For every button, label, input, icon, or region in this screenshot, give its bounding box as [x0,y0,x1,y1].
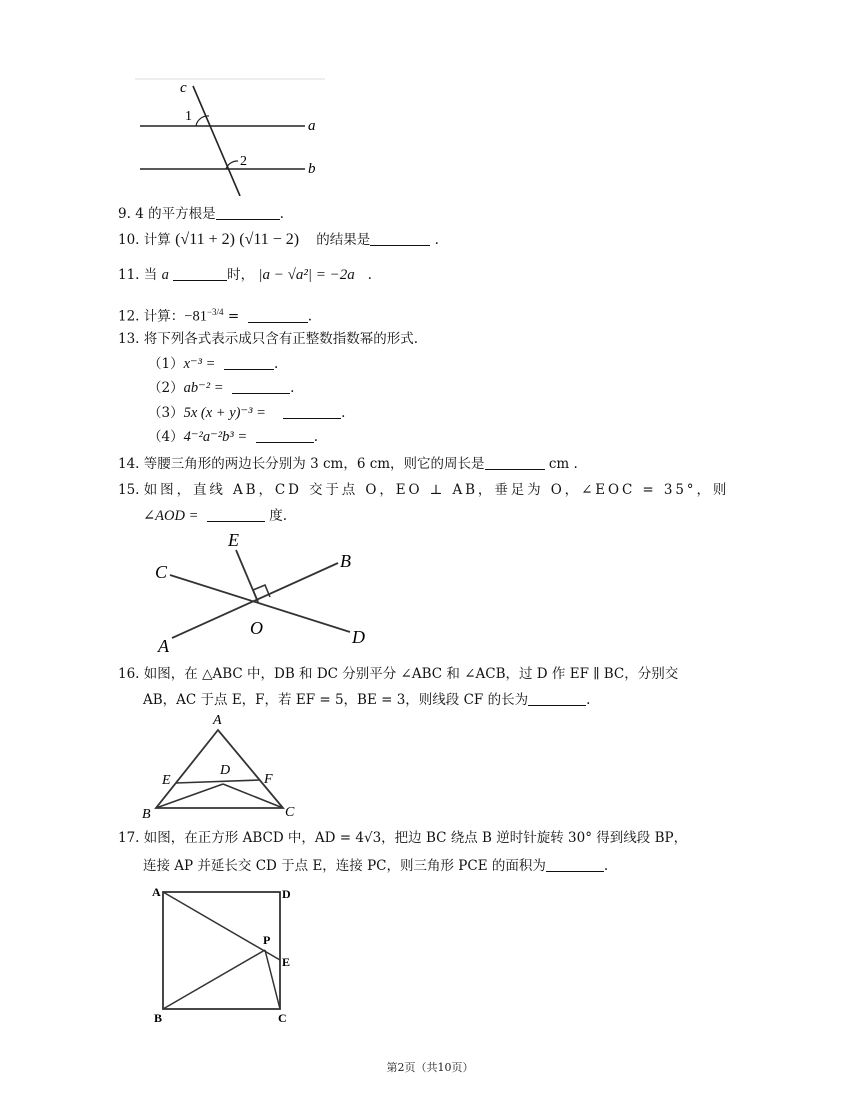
page-footer: 第2页（共10页） [386,1061,474,1074]
label-C: C [285,805,295,820]
label-E: E [162,773,171,788]
answer-blank[interactable] [216,205,280,220]
answer-blank[interactable] [256,428,314,443]
label-A: A [152,885,161,899]
answer-blank[interactable] [485,455,545,470]
label-P: P [263,933,271,947]
question-16: 16. 如图，在 △ABC 中，DB 和 DC 分别平分 ∠ABC 和 ∠ACB，过 D 作 EF ∥ BC，分别交 [118,666,679,682]
label-a: a [308,118,316,134]
question-16-line-2: AB，AC 于点 E，F，若 EF = 5，BE = 3，则线段 CF 的长为 . [143,692,591,708]
label-A: A [158,636,169,655]
question-17: 17. 如图，在正方形 ABCD 中，AD = 4√3，把边 BC 绕点 B 逆时针旋转 30° 得到线段 BP， [118,830,688,846]
question-13: 13. 将下列各式表示成只含有正整数指数幂的形式. [118,331,419,347]
question-13-item-4: （4）4⁻²a⁻²b³ = . [148,429,318,445]
question-11: 11. 当 a 时， |a − √a²| = −2a . [118,267,372,283]
label-E: E [282,955,291,969]
label-B: B [142,807,151,822]
label-C: C [278,1011,287,1025]
label-B: B [340,551,351,571]
label-C: C [155,562,168,582]
answer-blank[interactable] [207,507,265,522]
question-13-item-3: （3）5x (x + y)⁻³ = . [148,405,346,421]
label-angle-2: 2 [240,154,247,169]
answer-blank[interactable] [283,404,341,419]
label-B: B [154,1011,163,1025]
label-E: E [228,530,239,550]
triangle-abc-figure [138,712,308,822]
label-b: b [308,161,316,177]
label-O: O [250,618,263,638]
answer-blank[interactable] [370,231,430,246]
label-D: D [282,887,291,901]
answer-blank[interactable] [546,857,604,872]
question-17-line-2: 连接 AP 并延长交 CD 于点 E，连接 PC，则三角形 PCE 的面积为 . [143,858,609,874]
label-angle-1: 1 [185,109,192,124]
answer-blank[interactable] [224,355,274,370]
question-9: 9. 4 的平方根是 . [118,206,284,222]
question-13-item-1: （1）x⁻³ = . [148,356,279,372]
answer-blank[interactable] [248,308,308,323]
intersecting-lines-figure [150,530,380,655]
answer-blank[interactable] [173,266,227,281]
square-abcd-figure [148,880,308,1025]
label-F: F [264,772,273,787]
question-12: 12. 计算：$-81^{-3/4}$ = . [118,307,313,325]
parallel-lines-figure [130,76,330,196]
answer-blank[interactable] [528,691,586,706]
answer-blank[interactable] [232,379,290,394]
label-A: A [213,713,222,728]
question-14: 14. 等腰三角形的两边长分别为 3 cm，6 cm，则它的周长是 cm . [118,456,578,472]
line-c [193,86,240,196]
question-13-item-2: （2）ab⁻² = . [148,380,295,396]
label-D: D [352,627,365,647]
label-c: c [180,80,187,96]
label-D: D [220,763,231,778]
question-15-line-2: ∠AOD = 度. [143,508,288,524]
question-10: 10. 计算 (√11 + 2) (√11 − 2) 的结果是 . [118,231,439,248]
question-15: 15. 如图，直线 AB，CD 交于点 O，EO ⊥ AB，垂足为 O，∠EOC = 35°，则 [118,482,730,498]
